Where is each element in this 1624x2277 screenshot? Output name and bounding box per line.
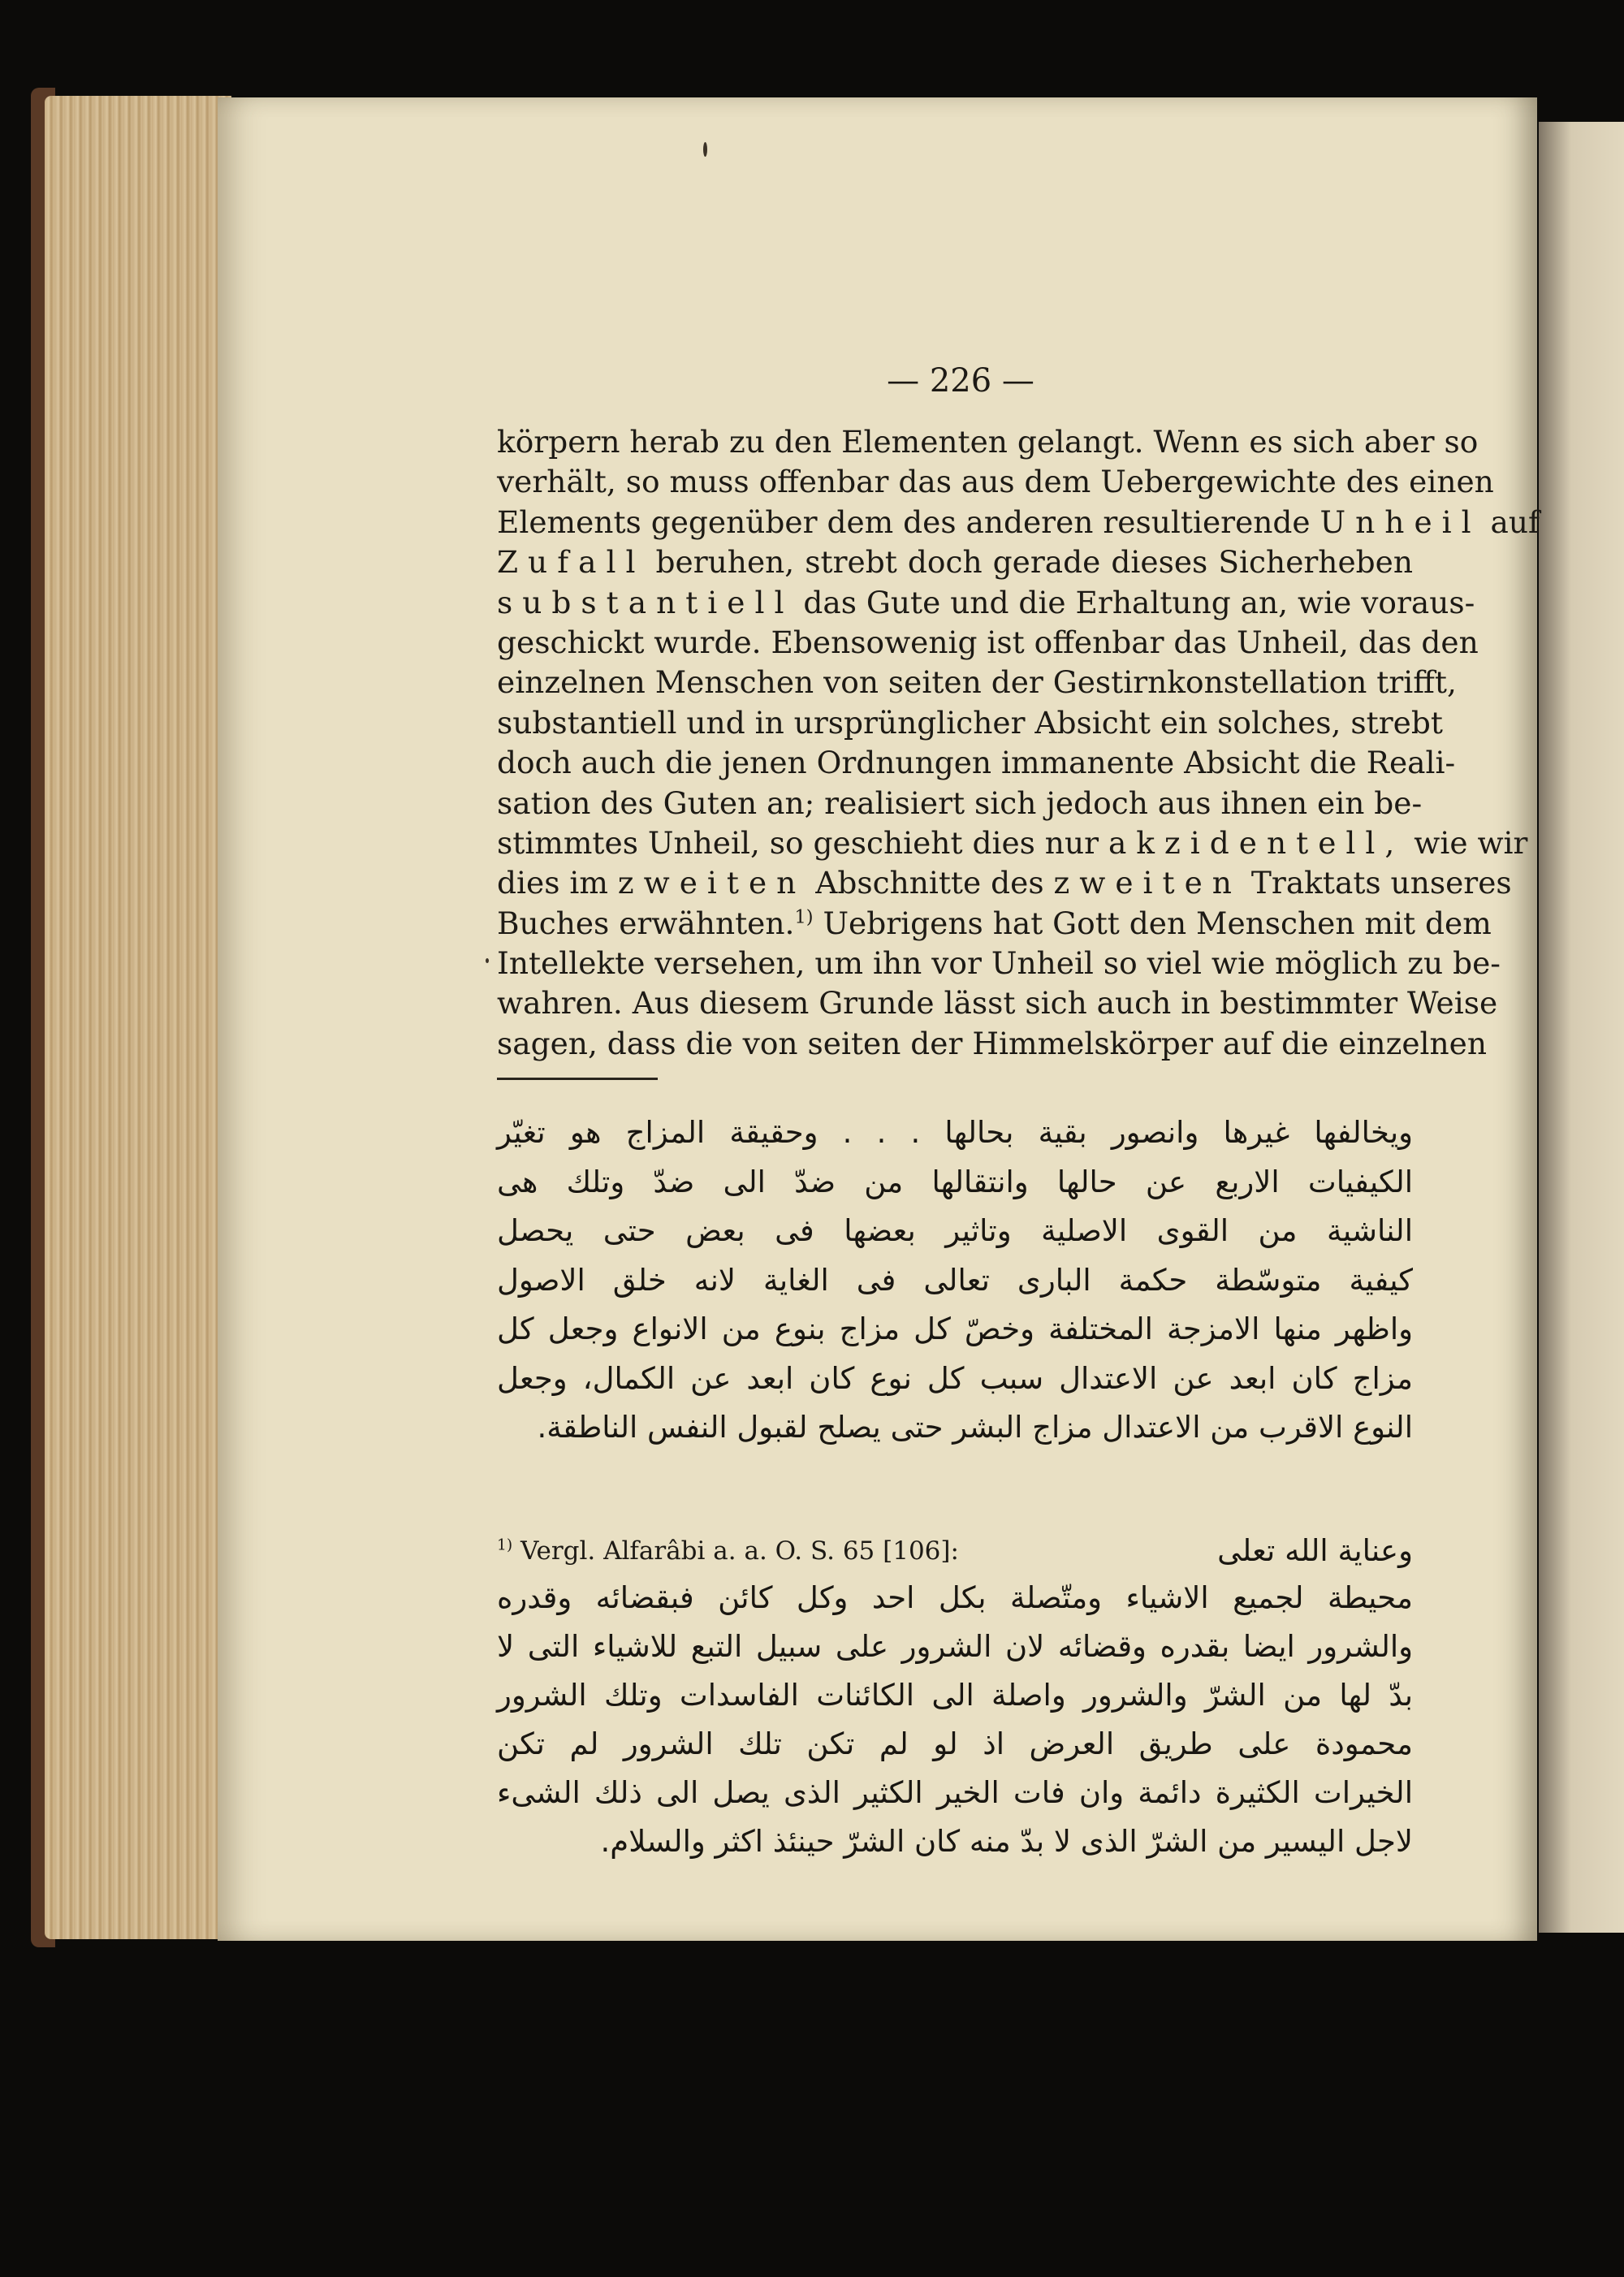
arabic-quotation	[497, 1108, 1413, 1453]
text-line	[497, 904, 1492, 944]
arabic-line: مزاج كان ابعد عن الاعتدال سبب كل نوع كان ابعد عن الكمال، وجعل	[497, 1360, 1413, 1396]
paper-speck	[703, 142, 707, 157]
arabic-line: الخيرات الكثيرة دائمة وان فات الخير الكثير الذى يصل الى ذلك الشىء	[497, 1775, 1413, 1810]
arabic-line: والشرور ايضا بقدره وقضائه لان الشرور على سبيل التبع للاشياء التى لا	[497, 1629, 1413, 1664]
footnote-separator-rule	[497, 1078, 658, 1080]
paper-speck	[486, 958, 489, 963]
text-segment: Buches erwähnten.	[497, 905, 795, 941]
emphasized-word: zweiten	[1053, 865, 1242, 901]
text-segment: Elements gegenüber dem des anderen resultierende	[497, 503, 1311, 540]
footnote-reference-text: Vergl. Alfarâbi a. a. O. S. 65 [106]:	[520, 1536, 959, 1566]
text-line	[497, 583, 1475, 623]
footnote-marker: 1)	[497, 1536, 513, 1554]
text-line: verhält, so muss offenbar das aus dem Uebergewichte des einen	[497, 464, 1494, 500]
arabic-line: ويخالفها غيرها وانصور بقية بحالها . . . وحقيقة المزاج هو تغيّر	[497, 1115, 1413, 1150]
text-line: Intellekte versehen, um ihn vor Unheil so viel wie möglich zu be-	[497, 945, 1501, 982]
arabic-line: الناشية من القوى الاصلية وتاثير بعضها فى بعض حتى يحصل	[497, 1213, 1413, 1248]
emphasized-word: zweiten	[617, 865, 806, 901]
arabic-line: النوع الاقرب من الاعتدال مزاج البشر حتى يصلح لقبول النفس الناطقة.	[537, 1410, 1413, 1445]
text-line: sation des Guten an; realisiert sich jedoch aus ihnen ein be-	[497, 784, 1423, 821]
arabic-line: كيفية متوسّطة حكمة البارى تعالى فى الغاية لانه خلق الاصول	[497, 1262, 1413, 1298]
text-line: sagen, dass die von seiten der Himmelskörper auf die einzelnen	[497, 1025, 1488, 1061]
emphasized-word: substantiell	[497, 584, 794, 620]
footnote-arabic-head: وعناية الله تعلى	[1217, 1533, 1413, 1568]
emphasized-word: Unheil	[1320, 503, 1481, 540]
text-line: wahren. Aus diesem Grunde lässt sich auch in bestimmter Weise	[497, 985, 1498, 1022]
text-line	[497, 823, 1528, 863]
text-segment: wie wir	[1414, 824, 1528, 861]
text-segment: Abschnitte des	[815, 865, 1044, 901]
text-line: körpern herab zu den Elementen gelangt. Wenn es sich aber so	[497, 424, 1479, 460]
text-segment: beruhen, strebt doch gerade dieses Sicherheben	[655, 544, 1414, 581]
footnote-arabic-text	[497, 1574, 1413, 1866]
text-line: einzelnen Menschen von seiten der Gestirnkonstellation trifft,	[497, 664, 1457, 701]
text-line: substantiell und in ursprünglicher Absicht ein solches, strebt	[497, 704, 1443, 741]
text-segment: dies im	[497, 865, 608, 901]
arabic-line: بدّ لها من الشرّ والشرور واصلة الى الكائنات الفاسدات وتلك الشرور	[497, 1678, 1413, 1713]
text-segment: auf	[1490, 503, 1540, 540]
text-line	[497, 542, 1413, 582]
text-line: geschickt wurde. Ebensowenig ist offenbar das Unheil, das den	[497, 624, 1479, 660]
arabic-line: محيطة لجميع الاشياء ومتّصلة بكل احد وكل كائن فبقضائه وقدره	[497, 1580, 1413, 1615]
text-segment: stimmtes Unheil, so geschieht dies nur	[497, 824, 1099, 861]
text-segment: Traktats unseres	[1250, 865, 1512, 901]
arabic-line: لاجل اليسير من الشرّ الذى لا بدّ منه كان الشرّ حينئذ اكثر والسلام.	[600, 1824, 1413, 1859]
footnote-header-line	[497, 1527, 1413, 1575]
arabic-line: الكيفيات الاربع عن حالها وانتقالها من ضدّ الى ضدّ وتلك هى	[497, 1164, 1413, 1199]
arabic-line: واظهر منها الامزجة المختلفة وخصّ كل مزاج بنوع من الانواع وجعل كل	[497, 1311, 1413, 1346]
text-segment: Uebrigens hat Gott den Menschen mit dem	[823, 905, 1492, 941]
page-number-header: — 226 —	[887, 362, 1034, 400]
text-line	[497, 503, 1540, 542]
text-line	[497, 863, 1512, 903]
book-page-edges	[45, 96, 231, 1939]
emphasized-word: akzidentell,	[1108, 824, 1405, 861]
german-body-text	[497, 422, 1540, 1064]
footnote-citation	[497, 1527, 959, 1575]
footnote-reference[interactable]: 1)	[794, 906, 814, 928]
opposite-page-edge	[1539, 122, 1624, 1933]
text-line: doch auch die jenen Ordnungen immanente Absicht die Reali-	[497, 745, 1456, 781]
text-segment: das Gute und die Erhaltung an, wie voraus-	[803, 584, 1475, 620]
emphasized-word: Zufall	[497, 544, 646, 581]
arabic-line: محمودة على طريق العرض اذ لو لم تكن تلك الشرور لم تكن	[497, 1726, 1413, 1761]
